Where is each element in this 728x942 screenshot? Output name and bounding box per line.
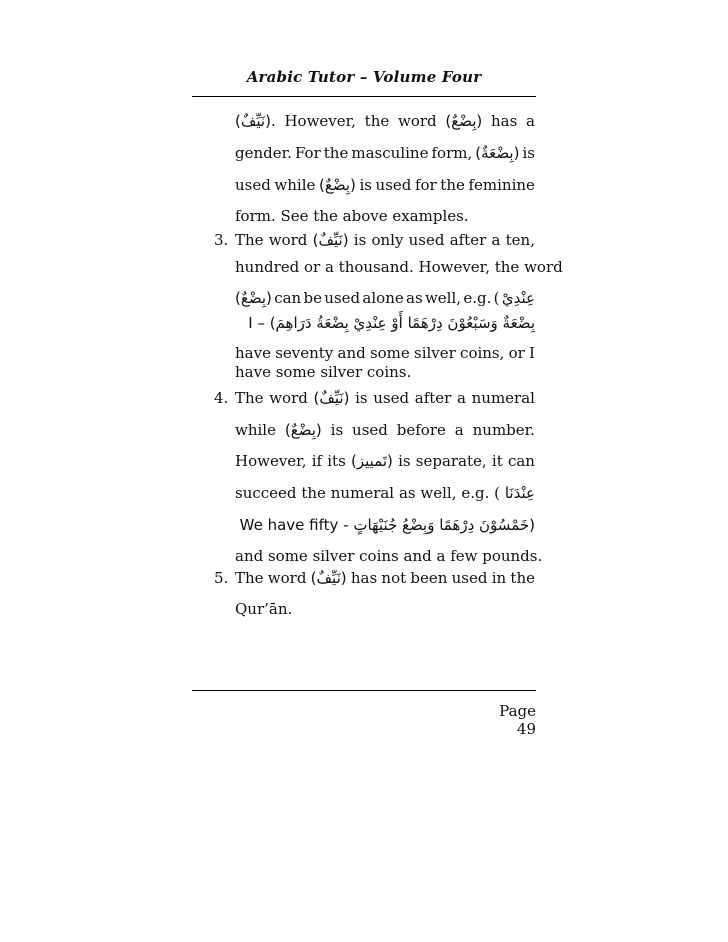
word: word [267, 569, 307, 587]
word: numeral [330, 484, 395, 502]
text-line [235, 569, 535, 587]
word: form, [431, 144, 473, 162]
word: well, [420, 484, 457, 502]
word: have some silver coins. [235, 363, 412, 381]
word: However, [284, 112, 356, 130]
word: used [408, 231, 445, 249]
word: used [373, 389, 410, 407]
word: number. [472, 421, 535, 439]
word: not [381, 569, 407, 587]
arabic-term: (نَيِّفٌ) [312, 231, 349, 249]
word: and some silver coins and a few pounds. [235, 547, 543, 565]
word: is [353, 231, 367, 249]
word: a [491, 231, 501, 249]
text-line [235, 314, 535, 332]
word: in [491, 569, 507, 587]
text-line [235, 547, 543, 565]
word: feminine [468, 176, 535, 194]
text-line [235, 389, 535, 407]
text-line [235, 421, 535, 439]
word: alone [362, 289, 404, 307]
page-number: Page 49 [499, 702, 536, 738]
word: the [510, 569, 535, 587]
word: separate, [415, 452, 487, 470]
text-line [235, 207, 535, 225]
word: word [268, 231, 308, 249]
word: has [350, 569, 378, 587]
word: been [410, 569, 448, 587]
word: has [491, 112, 518, 130]
word: numeral [471, 389, 535, 407]
word: the [323, 144, 349, 162]
word: some [369, 344, 410, 362]
text-line [235, 600, 535, 618]
running-header: Arabic Tutor – Volume Four [246, 68, 482, 86]
word: is [522, 144, 535, 162]
word: is [359, 176, 372, 194]
arabic-term: (نَيِّفٌ) [310, 569, 347, 587]
word: and [337, 344, 366, 362]
text-line [235, 231, 535, 249]
word: ten, [505, 231, 535, 249]
word: coins, [460, 344, 505, 362]
word: For [294, 144, 321, 162]
word: as [406, 289, 423, 307]
text-line [235, 289, 535, 307]
word: it [491, 452, 503, 470]
word: the [440, 176, 465, 194]
word: a [457, 389, 466, 407]
arabic-phrase: (خَمْسُوْنَ دِرْهَمًا وَبِضْعُ جُنَيْهَاتٍ - We have fifty [239, 516, 535, 534]
text-line [235, 363, 535, 381]
word: while [274, 176, 316, 194]
word: word [397, 112, 437, 130]
word: masculine [351, 144, 429, 162]
word: used [235, 176, 271, 194]
word: is [355, 389, 368, 407]
word: e.g. [463, 289, 492, 307]
text-line [235, 484, 535, 502]
text-line [235, 176, 535, 194]
word: word [269, 389, 308, 407]
arabic-term: (بِضْعَةٌ) [475, 144, 520, 162]
word: for [414, 176, 437, 194]
word: a [526, 112, 535, 130]
word: as [398, 484, 416, 502]
word: after [414, 389, 452, 407]
arabic-term: (بِضْعٌ) [235, 289, 272, 307]
arabic-term: عِنْدَنَا [504, 484, 535, 502]
word: the [364, 112, 390, 130]
word: succeed [235, 484, 297, 502]
word: is [330, 421, 344, 439]
word: have [235, 344, 271, 362]
arabic-term: (نَيِّفٌ) [313, 389, 350, 407]
arabic-term: (بِضْعٌ) [318, 176, 356, 194]
text-line [235, 258, 563, 276]
word: a [454, 421, 464, 439]
word: while [235, 421, 276, 439]
list-number: 3. [214, 231, 229, 249]
word: e.g. [461, 484, 490, 502]
arabic-term: (بِضْعٌ) [445, 112, 483, 130]
word: if [311, 452, 323, 470]
word: or [508, 344, 525, 362]
arabic-term: عِنْدِيْ [501, 289, 535, 307]
word: I [529, 344, 535, 362]
text-line [235, 112, 535, 130]
word: after [449, 231, 487, 249]
word: its [327, 452, 346, 470]
word: the [301, 484, 326, 502]
word: The [235, 569, 264, 587]
word: is [398, 452, 411, 470]
word: before [396, 421, 446, 439]
arabic-phrase: بِضْعَةٌ وَسَبْعُوْنَ دِرْهَمًا أَوْ عِنْدِيْ بِضْعَةُ دَرَاهِمَ) – I [248, 314, 535, 332]
text-line [235, 516, 535, 534]
arabic-term: (تَمييز) [350, 452, 393, 470]
word: seventy [275, 344, 334, 362]
footer-rule [192, 690, 536, 691]
word: Qur’ān. [235, 600, 293, 618]
word: gender. [235, 144, 292, 162]
word: ( [493, 289, 500, 307]
text-line [235, 452, 535, 470]
word: well, [424, 289, 462, 307]
word: used [375, 176, 412, 194]
text-line [235, 344, 535, 362]
word: ( [494, 484, 501, 502]
word: only [371, 231, 404, 249]
word: hundred or a thousand. However, the word [235, 258, 563, 276]
word: used [352, 421, 388, 439]
word: be [303, 289, 322, 307]
text-line [235, 144, 535, 162]
word: used [451, 569, 488, 587]
word: can [507, 452, 535, 470]
list-number: 4. [214, 389, 229, 407]
arabic-term: (نَيِّفٌ). [235, 112, 276, 130]
arabic-term: (بِضْعٌ) [284, 421, 322, 439]
word: form. See the above examples. [235, 207, 469, 225]
word: used [324, 289, 361, 307]
word: The [235, 231, 264, 249]
word: The [235, 389, 264, 407]
word: can [274, 289, 302, 307]
list-number: 5. [214, 569, 229, 587]
word: silver [414, 344, 456, 362]
word: However, [235, 452, 307, 470]
